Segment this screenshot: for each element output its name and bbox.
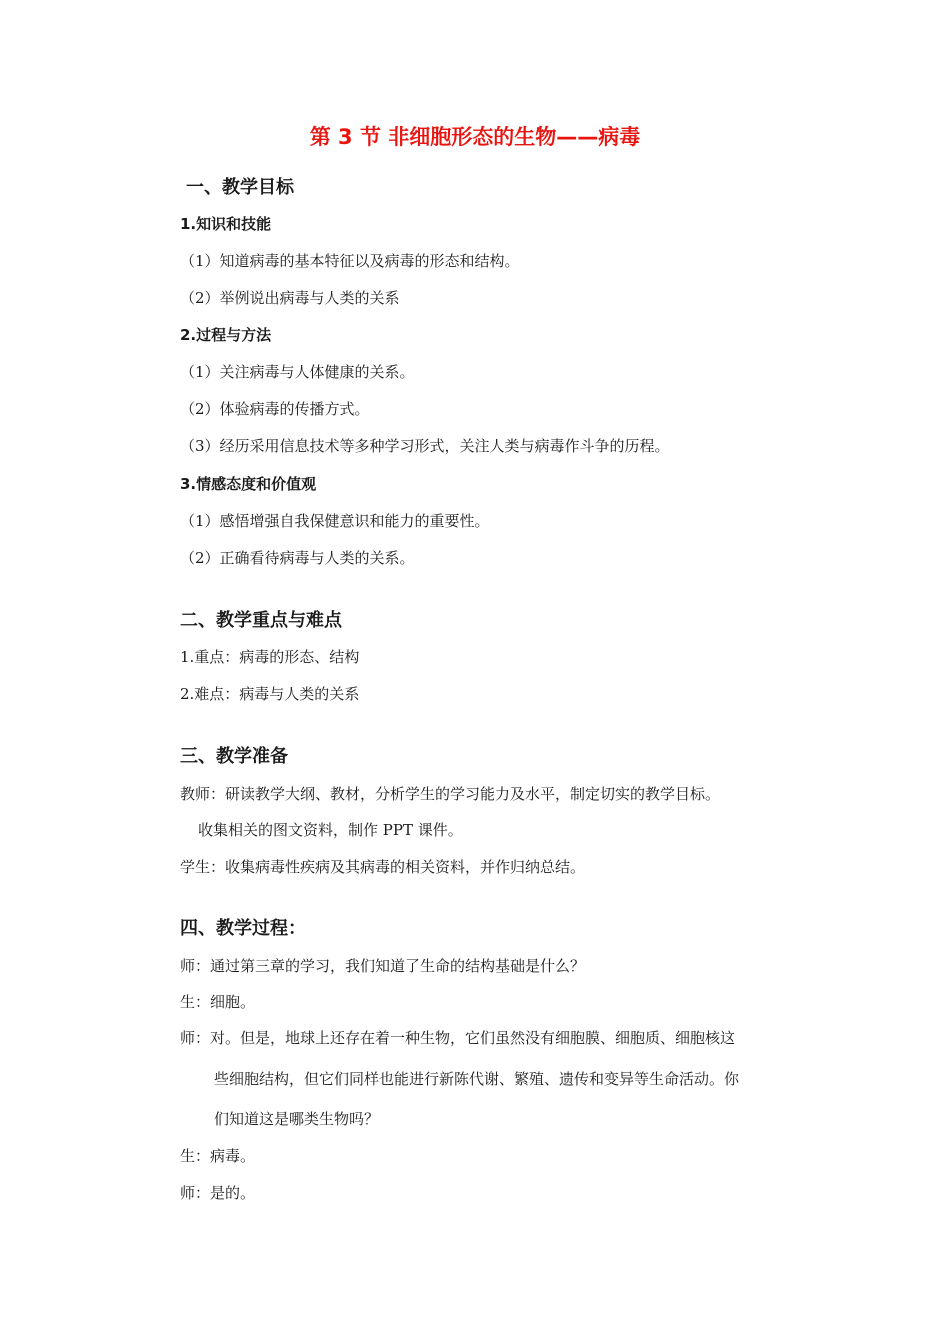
paragraph-line: （1）感悟增强自我保健意识和能力的重要性。 — [180, 512, 490, 530]
section-heading-key-points: 二、教学重点与难点 — [180, 610, 342, 631]
paragraph-line: 学生：收集病毒性疾病及其病毒的相关资料，并作归纳总结。 — [180, 858, 586, 876]
paragraph-line: （2）举例说出病毒与人类的关系 — [180, 289, 400, 307]
section-heading-process: 四、教学过程： — [180, 918, 306, 939]
dialogue-line: 生：细胞。 — [180, 993, 256, 1011]
paragraph-line: 2.难点：病毒与人类的关系 — [180, 685, 360, 703]
paragraph-line: （2）正确看待病毒与人类的关系。 — [180, 549, 415, 567]
dialogue-line: 些细胞结构，但它们同样也能进行新陈代谢、繁殖、遗传和变异等生命活动。你 — [214, 1070, 740, 1088]
paragraph-line: （2）体验病毒的传播方式。 — [180, 400, 370, 418]
dialogue-line: 师：通过第三章的学习，我们知道了生命的结构基础是什么？ — [180, 957, 586, 975]
dialogue-line: 师：是的。 — [180, 1184, 256, 1202]
dialogue-line: 生：病毒。 — [180, 1147, 256, 1165]
paragraph-line: （1）知道病毒的基本特征以及病毒的形态和结构。 — [180, 252, 520, 270]
paragraph-line: （3）经历采用信息技术等多种学习形式，关注人类与病毒作斗争的历程。 — [180, 437, 670, 455]
subheading-attitude-values: 3.情感态度和价值观 — [180, 475, 317, 493]
dialogue-line: 们知道这是哪类生物吗？ — [214, 1110, 380, 1128]
paragraph-line: 收集相关的图文资料，制作 PPT 课件。 — [198, 821, 463, 839]
document-title: 第 3 节 非细胞形态的生物——病毒 — [309, 125, 641, 149]
section-heading-objectives: 一、教学目标 — [186, 177, 294, 198]
subheading-process-method: 2.过程与方法 — [180, 326, 272, 344]
subheading-knowledge-skills: 1.知识和技能 — [180, 215, 272, 233]
section-heading-preparation: 三、教学准备 — [180, 746, 288, 767]
paragraph-line: （1）关注病毒与人体健康的关系。 — [180, 363, 415, 381]
paragraph-line: 1.重点：病毒的形态、结构 — [180, 648, 360, 666]
dialogue-line: 师：对。但是，地球上还存在着一种生物，它们虽然没有细胞膜、细胞质、细胞核这 — [180, 1029, 736, 1047]
paragraph-line: 教师：研读教学大纲、教材，分析学生的学习能力及水平，制定切实的教学目标。 — [180, 785, 721, 803]
